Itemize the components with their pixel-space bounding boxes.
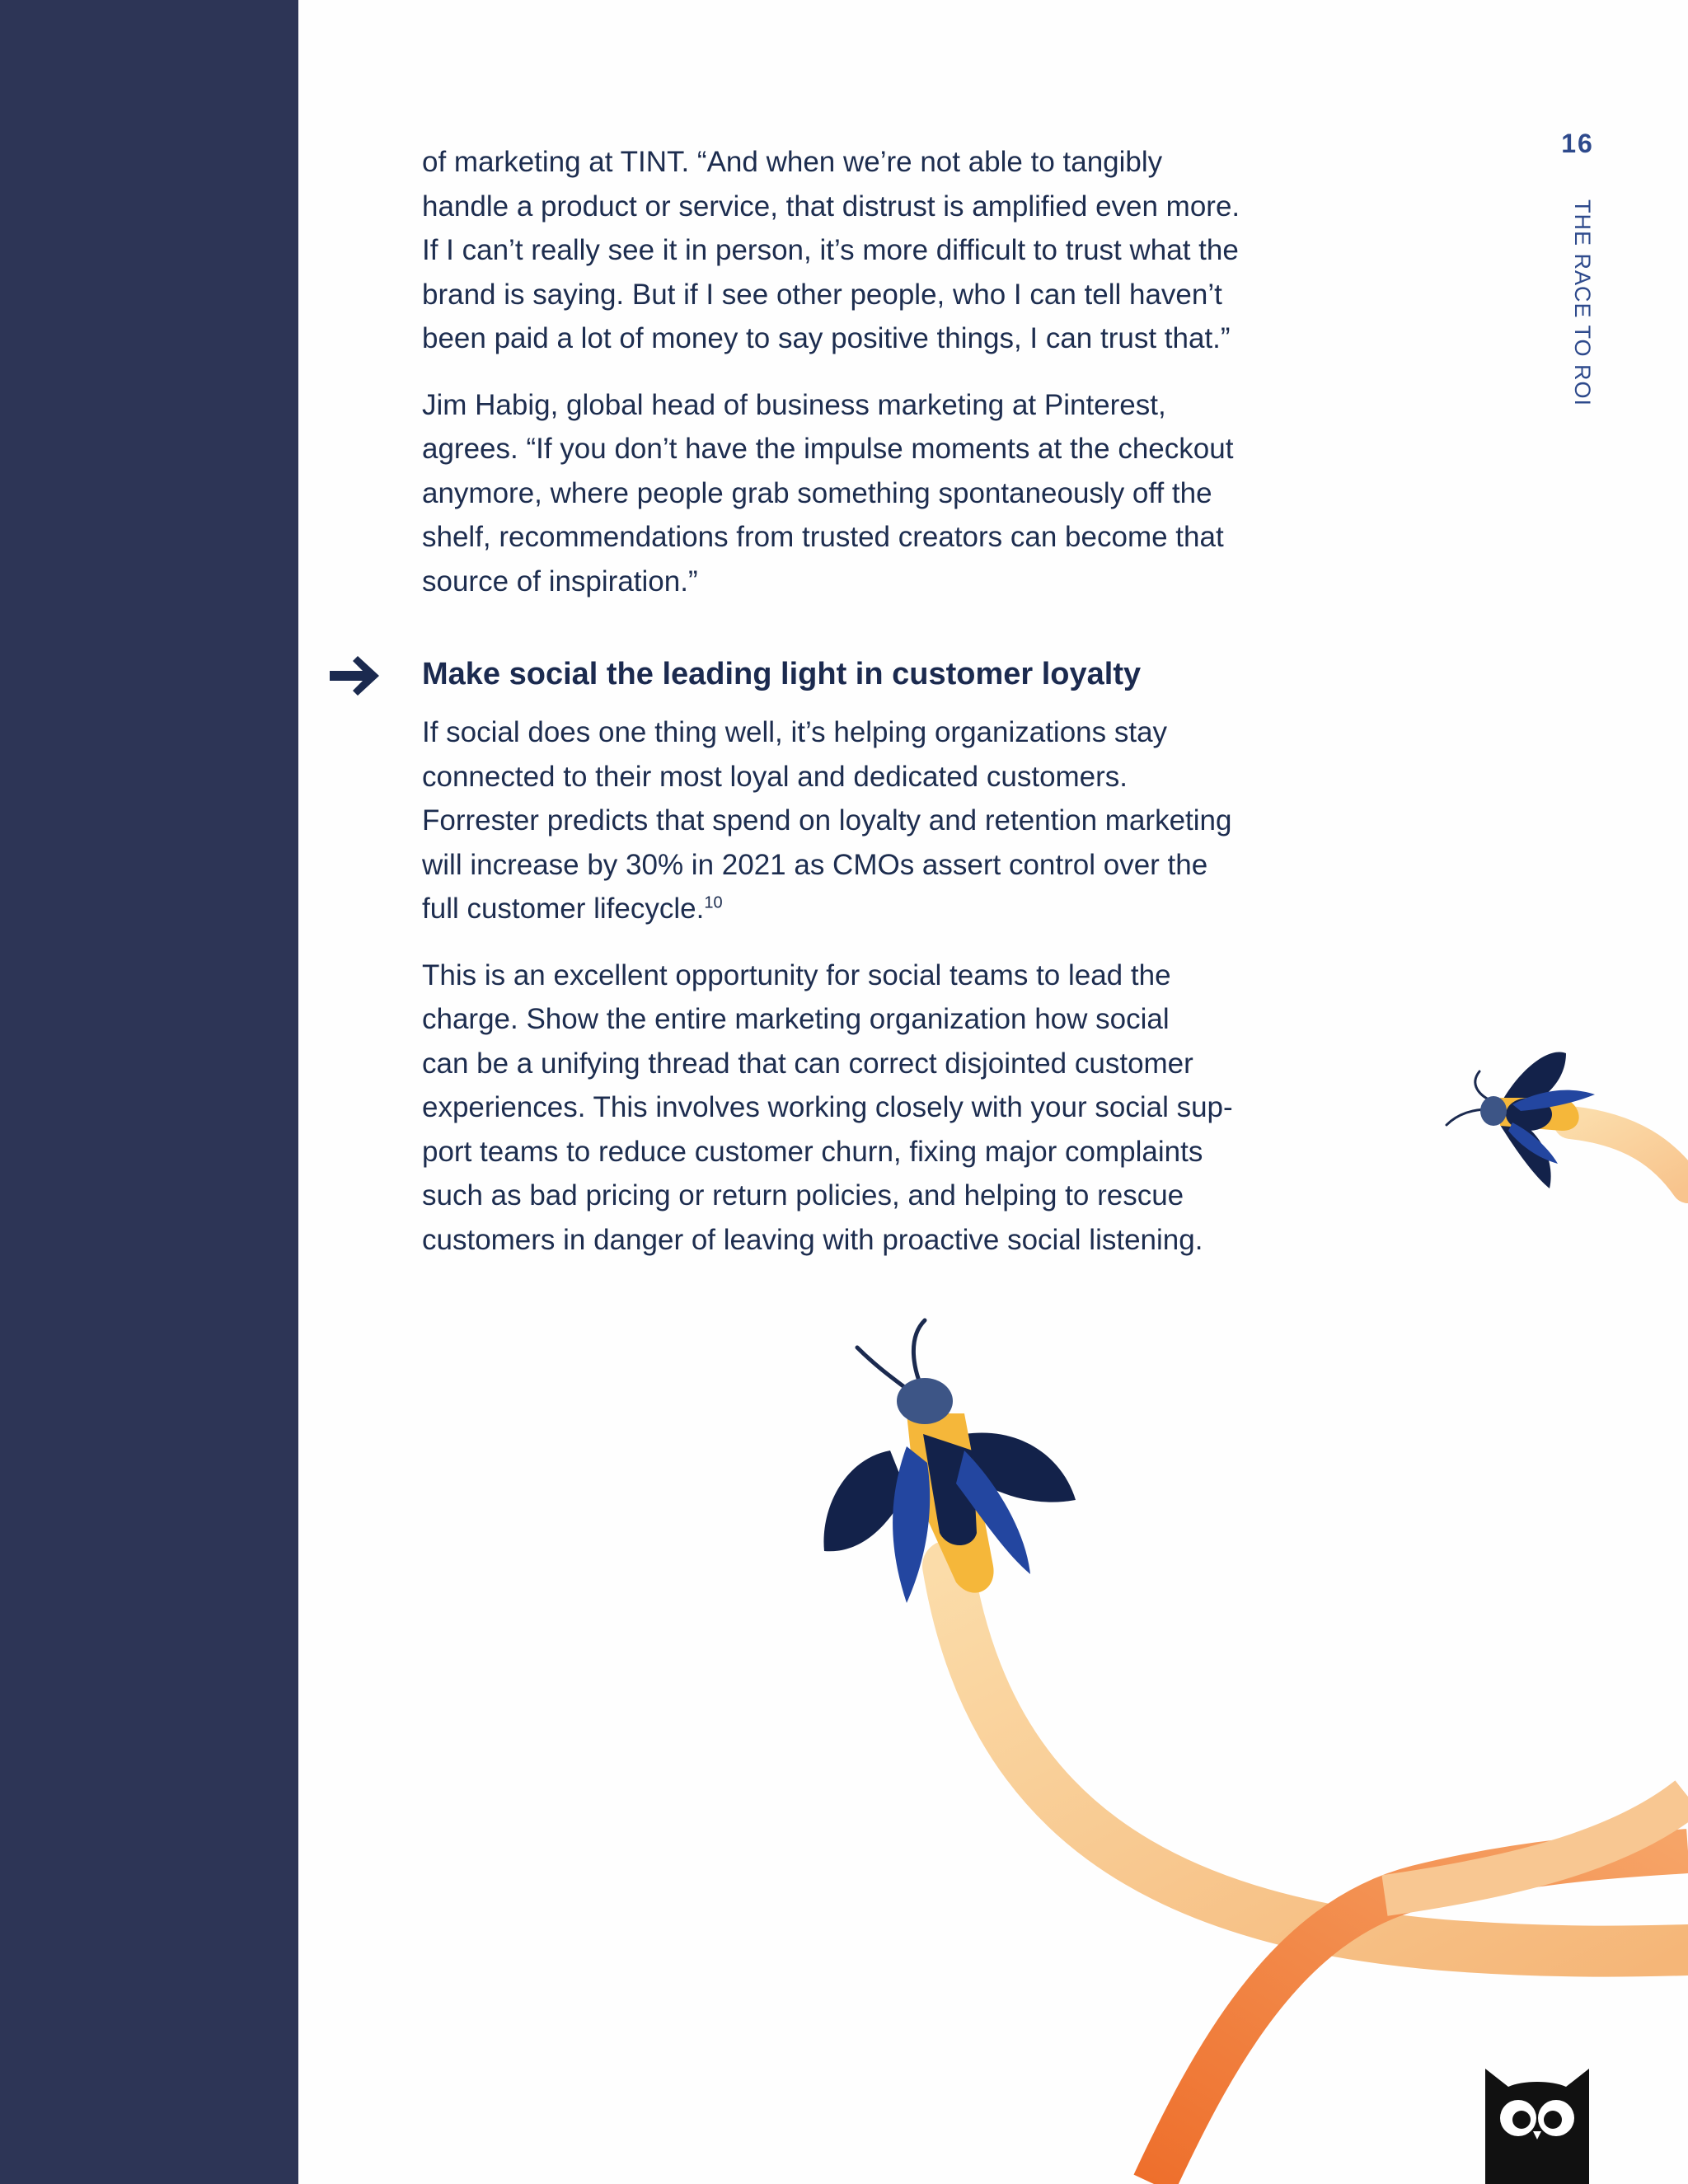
paragraph-tint-quote: of marketing at TINT. “And when we’re not able to tangibly handle a product or service, that distrust is amplified even more. If I can’t really see it in person, it’s more difficult to trust what the brand is saying. But if I see other people, who I can tell haven’t been paid a lot of money to say positive things, I can trust that.” bbox=[422, 146, 1240, 354]
arrow-right-icon bbox=[330, 656, 384, 696]
light-trail-small bbox=[1570, 1122, 1688, 1187]
light-trail-main bbox=[948, 1566, 1688, 1952]
light-trail-orange bbox=[1154, 1851, 1688, 2184]
paragraph-pinterest-quote: Jim Habig, global head of business marketing at Pinterest, agrees. “If you don’t have the impulse moments at the checkout anymore, where people grab something spontaneously off the shelf, recommendations from trusted creators can become that source of inspiration.” bbox=[422, 388, 1234, 598]
page-number: 16 bbox=[1561, 129, 1594, 158]
sidebar-band bbox=[0, 0, 298, 2184]
paragraph-forrester-text: If social does one thing well, it’s helping organizations stay connected to their most loyal and dedicated customers. Forrester predicts that spend on loyalty and retention marketing will increase by 30% in 2021 as CMOs assert control over the full customer lifecycle. bbox=[422, 716, 1232, 925]
section-heading: Make social the leading light in customer loyalty bbox=[422, 657, 1142, 691]
running-title: THE RACE TO ROI bbox=[1570, 199, 1595, 407]
paragraph-forrester bbox=[422, 710, 1279, 931]
owl-logo-icon bbox=[1485, 2069, 1589, 2184]
firefly-large bbox=[823, 1320, 1076, 1603]
article-body bbox=[422, 140, 1279, 1262]
light-trail-upper bbox=[1385, 1797, 1688, 1896]
section-heading-row bbox=[422, 649, 1279, 699]
footnote-marker: 10 bbox=[704, 893, 723, 912]
firefly-small bbox=[1447, 1052, 1595, 1188]
paragraph-opportunity: This is an excellent opportunity for social teams to lead the charge. Show the entire marketing organization how social can be a unifying thread that can correct disjointed customer experiences. This involves working closely with your social sup- port teams to reduce customer churn, fixing major complaints such as bad pricing or return policies, and helping to rescue customers in danger of leaving with proactive social listening. bbox=[422, 958, 1233, 1256]
